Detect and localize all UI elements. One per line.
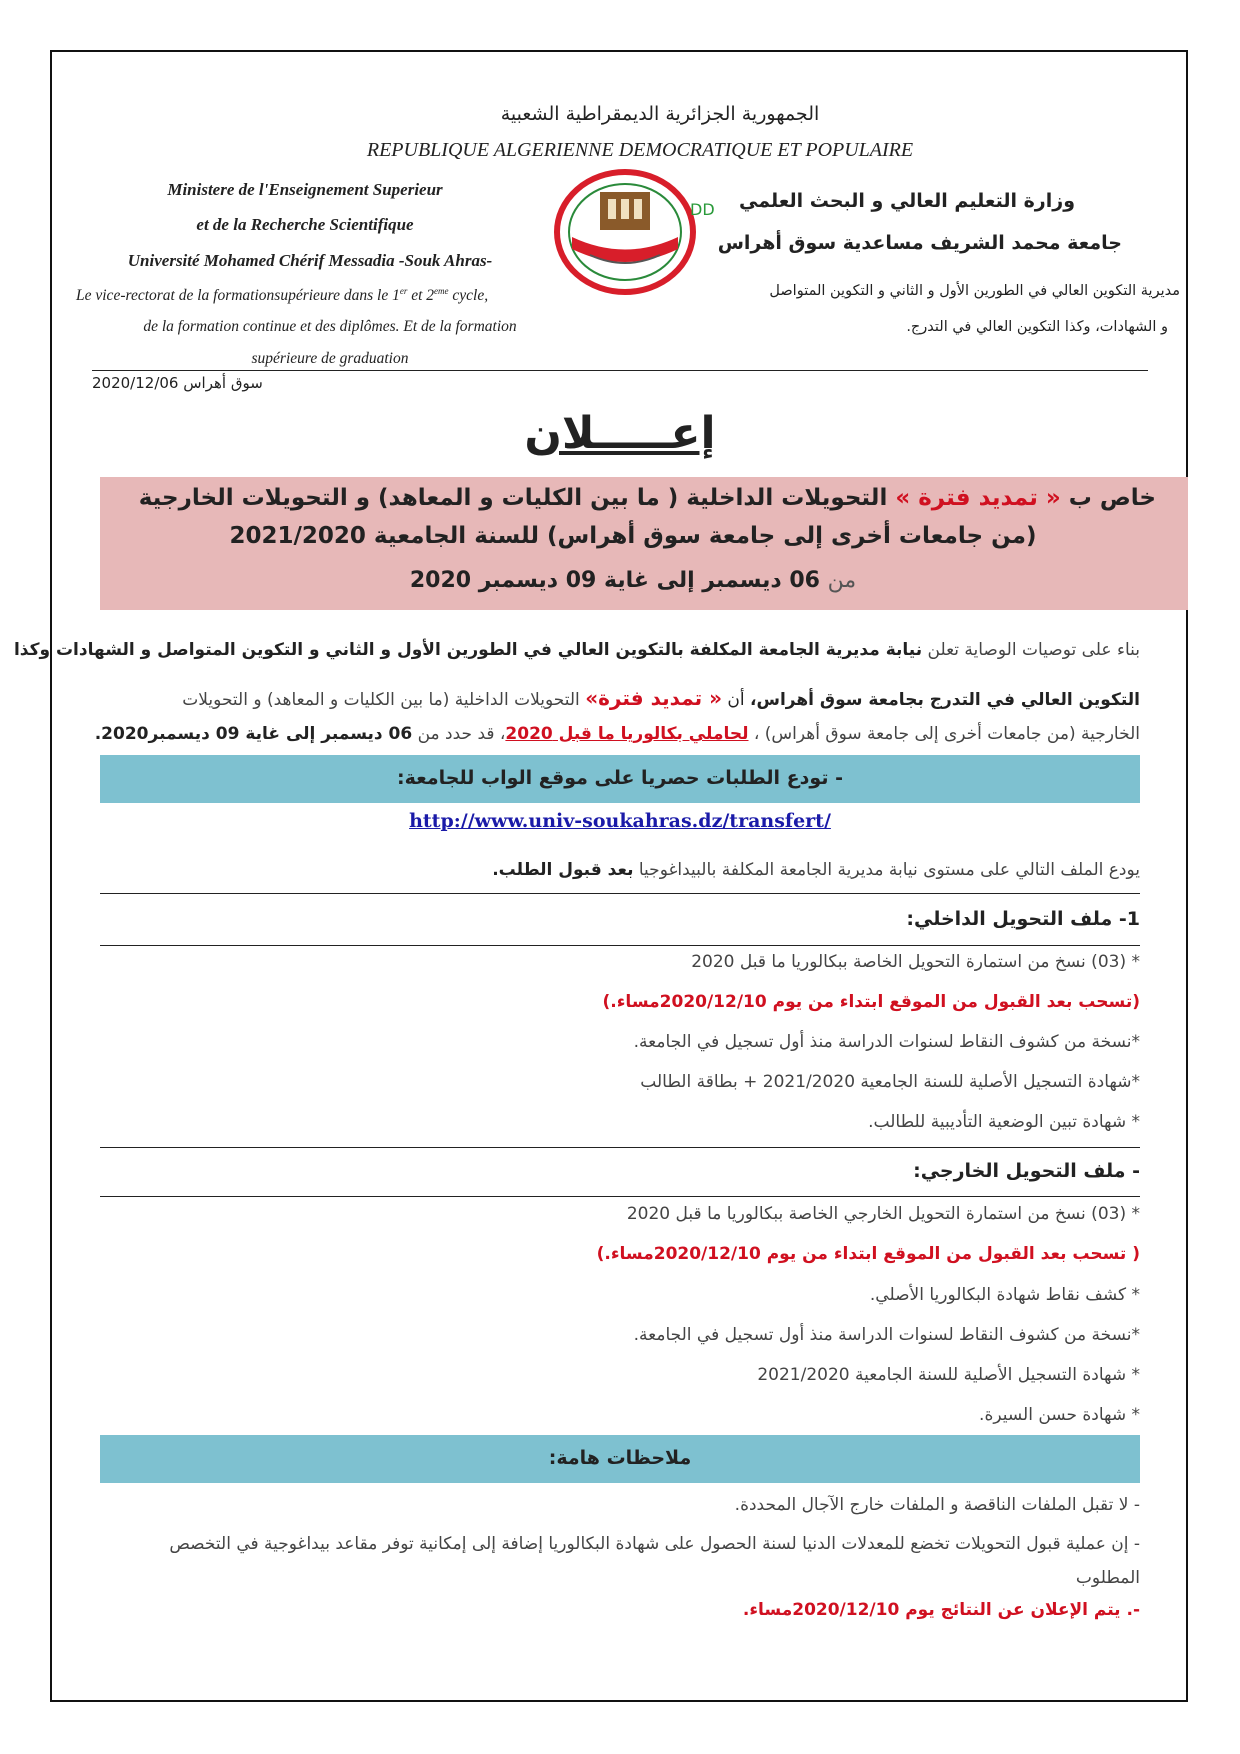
issue-date-text: سوق أهراس 2020/12/06 <box>92 374 263 392</box>
subject-line1 <box>110 485 1156 511</box>
fr-vr-sup-2: eme <box>434 286 449 296</box>
deposit-note-a: يودع الملف التالي على مستوى نيابة مديرية الجامعة المكلفة بالبيداغوجيا <box>638 860 1140 880</box>
body-bac-red: لحاملي بكالوريا ما قبل 2020 <box>505 724 749 744</box>
logo-lettering: DD <box>690 200 715 219</box>
fr-ministry-line1: Ministere de l'Enseignement Superieur <box>167 180 443 199</box>
internal-item-1: * (03) نسخ من استمارة التحويل الخاصة ببكالوريا ما قبل 2020 <box>691 952 1140 972</box>
external-item-5: * شهادة حسن السيرة. <box>979 1405 1140 1425</box>
announcement-title: إعـــــلان <box>524 408 716 459</box>
fr-vr-text-c: cycle, <box>448 287 489 305</box>
issue-date <box>92 374 392 392</box>
body-line3-a: الخارجية (من جامعات أخرى إلى جامعة سوق أهراس) ، <box>753 724 1140 744</box>
note-1: - لا تقبل الملفات الناقصة و الملفات خارج الآجال المحددة. <box>734 1495 1140 1515</box>
deposit-note <box>100 860 1140 880</box>
body-line3-b: ، قد حدد من <box>417 724 506 744</box>
body-line2 <box>100 686 1140 710</box>
fr-ministry-line2: et de la Recherche Scientifique <box>196 215 414 234</box>
fr-vice-rectorate-line1 <box>76 286 596 305</box>
internal-item-3: *شهادة التسجيل الأصلية للسنة الجامعية 2021/2020 + بطاقة الطالب <box>640 1072 1140 1092</box>
subject-date-range: 06 ديسمبر إلى غاية 09 ديسمبر 2020 <box>409 568 820 593</box>
body-line2-b: أن <box>727 690 745 710</box>
fr-vr-text-b: et 2 <box>407 287 435 305</box>
subject-from: من <box>827 568 857 593</box>
note-2: - إن عملية قبول التحويلات تخضع للمعدلات الدنيا لسنة الحصول على شهادة البكالوريا إضافة إلى إمكانية توفر مقاعد بيداغوجية في التخصص <box>169 1534 1140 1554</box>
fr-vice-rectorate-line3: supérieure de graduation <box>251 350 409 367</box>
deposit-band-text: - تودع الطلبات حصريا على موقع الواب للجامعة: <box>397 767 843 789</box>
divider-external-top <box>100 1147 1140 1148</box>
divider-internal-bottom <box>100 945 1140 946</box>
subject-line2: (من جامعات أخرى إلى جامعة سوق أهراس) للسنة الجامعية 2021/2020 <box>229 523 1037 549</box>
ar-directorate-line1: مديرية التكوين العالي في الطورين الأول و الثاني و التكوين المتواصل <box>769 283 1180 299</box>
external-item-4: * شهادة التسجيل الأصلية للسنة الجامعية 2021/2020 <box>757 1365 1140 1385</box>
fr-vr-text-a: Le vice-rectorat de la formationsupérieure dans le 1 <box>76 287 400 305</box>
divider-internal-top <box>100 893 1140 894</box>
ar-directorate-line2: و الشهادات، وكذا التكوين العالي في التدرج. <box>906 319 1168 335</box>
internal-item-4: * شهادة تبين الوضعية التأديبية للطالب. <box>868 1112 1140 1132</box>
external-item-2: * كشف نقاط شهادة البكالوريا الأصلي. <box>869 1285 1140 1305</box>
body-line1-b: نيابة مديرية الجامعة المكلفة بالتكوين العالي في الطورين الأول و الثاني و التكوين المتواصل و الشهادات وكذا <box>13 640 923 660</box>
subject-transfers: التحويلات الداخلية ( ما بين الكليات و المعاهد) و التحويلات الخارجية <box>138 485 888 511</box>
body-line2-c: التحويلات الداخلية (ما بين الكليات و المعاهد) و التحويلات <box>182 690 580 710</box>
fr-vice-rectorate-line2: de la formation continue et des diplômes. Et de la formation <box>143 318 517 335</box>
internal-heading: 1- ملف التحويل الداخلي: <box>906 908 1140 930</box>
divider-external-bottom <box>100 1196 1140 1197</box>
ar-republic-title: الجمهورية الجزائرية الديمقراطية الشعبية <box>500 103 820 125</box>
fr-university-name: Université Mohamed Chérif Messadia -Souk Ahras- <box>127 251 493 270</box>
notes-heading: ملاحظات هامة: <box>548 1447 692 1469</box>
subject-prefix: خاص ب <box>1068 485 1156 511</box>
body-extension-red: « تمديد فترة» <box>585 686 722 710</box>
deposit-note-b: بعد قبول الطلب. <box>492 860 634 880</box>
body-line1 <box>13 640 1140 660</box>
external-item-3: *نسخة من كشوف النقاط لسنوات الدراسة منذ أول تسجيل في الجامعة. <box>633 1325 1140 1345</box>
fr-republic-title: REPUBLIQUE ALGERIENNE DEMOCRATIQUE ET POPULAIRE <box>366 139 914 161</box>
ar-ministry: وزارة التعليم العالي و البحث العلمي <box>739 190 1075 212</box>
external-note-red: ( تسحب بعد القبول من الموقع ابتداء من يوم 2020/12/10مساء.) <box>596 1244 1140 1264</box>
body-line3 <box>94 724 1140 744</box>
internal-item-2: *نسخة من كشوف النقاط لسنوات الدراسة منذ أول تسجيل في الجامعة. <box>633 1032 1140 1052</box>
body-line2-a: التكوين العالي في التدرج بجامعة سوق أهراس، <box>750 690 1140 710</box>
fr-vr-sup-1: er <box>399 286 408 296</box>
header-divider <box>92 370 1148 371</box>
external-heading: - ملف التحويل الخارجي: <box>913 1160 1140 1182</box>
body-line3-date: 06 ديسمبر إلى غاية 09 ديسمبر2020. <box>94 724 413 744</box>
external-item-1: * (03) نسخ من استمارة التحويل الخارجي الخاصة ببكالوريا ما قبل 2020 <box>626 1204 1140 1224</box>
note-2-cont: المطلوب <box>1075 1568 1140 1588</box>
ar-university-name: جامعة محمد الشريف مساعدية سوق أهراس <box>717 232 1122 254</box>
body-line1-a: بناء على توصيات الوصاية تعلن <box>927 640 1140 660</box>
subject-line3 <box>110 568 1156 593</box>
note-3-results: -. يتم الإعلان عن النتائج يوم 2020/12/10مساء. <box>742 1600 1140 1620</box>
subject-extension-red: « تمديد فترة » <box>895 485 1061 511</box>
transfer-url-link[interactable]: http://www.univ-soukahras.dz/transfert/ <box>409 810 831 832</box>
internal-note-red: (تسحب بعد القبول من الموقع ابتداء من يوم 2020/12/10مساء.) <box>602 992 1140 1012</box>
